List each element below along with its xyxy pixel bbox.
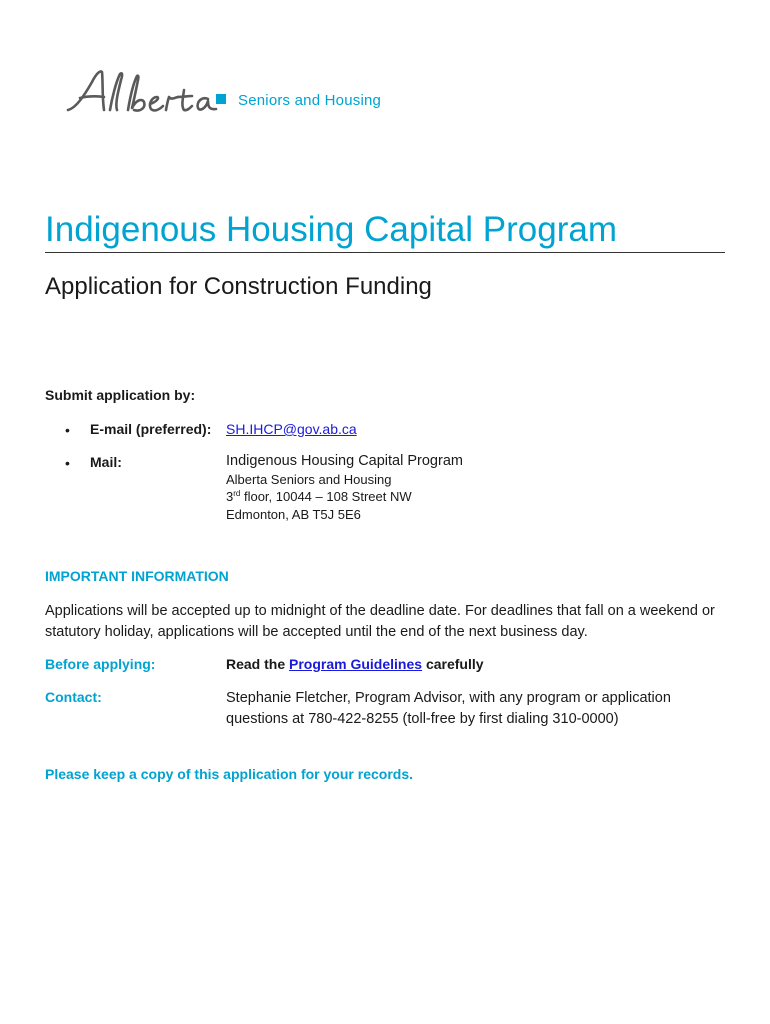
address-line-1: Indigenous Housing Capital Program xyxy=(226,453,463,469)
bullet-icon: • xyxy=(65,455,70,471)
address-line-2: Alberta Seniors and Housing xyxy=(226,472,392,487)
deadline-paragraph: Applications will be accepted up to midnight of the deadline date. For deadlines that fall on a weekend or statutory holiday, applications will be accepted until the end of the next business day. xyxy=(45,603,715,640)
email-label: E-mail (preferred): xyxy=(90,421,212,437)
alberta-logo xyxy=(66,66,406,122)
page-subtitle: Application for Construction Funding xyxy=(45,273,432,300)
bullet-icon: • xyxy=(65,422,70,438)
mail-label: Mail: xyxy=(90,454,122,470)
contact-text: Stephanie Fletcher, Program Advisor, with any program or application questions at 780-422-8255 (toll-free by first dialing 310-0000) xyxy=(226,690,671,727)
program-guidelines-link[interactable]: Program Guidelines xyxy=(289,656,423,672)
address-floor-suffix: rd xyxy=(233,489,241,498)
before-suffix: carefully xyxy=(422,656,484,672)
contact-label: Contact: xyxy=(45,689,102,705)
email-link[interactable]: SH.IHCP@gov.ab.ca xyxy=(226,421,357,437)
before-prefix: Read the xyxy=(226,656,290,672)
title-divider xyxy=(45,252,725,253)
logo-subtitle: Seniors and Housing xyxy=(238,92,382,109)
address-line-4: Edmonton, AB T5J 5E6 xyxy=(226,507,361,522)
before-applying-label: Before applying: xyxy=(45,656,156,672)
alberta-wordmark-icon xyxy=(66,66,236,122)
address-line-3 xyxy=(226,489,412,504)
submit-heading: Submit application by: xyxy=(45,387,196,403)
page-title: Indigenous Housing Capital Program xyxy=(45,210,617,249)
important-heading: IMPORTANT INFORMATION xyxy=(45,568,229,584)
address-floor-number: 3 xyxy=(226,489,234,504)
before-applying-text xyxy=(226,656,484,672)
keep-copy-note: Please keep a copy of this application for your records. xyxy=(45,766,413,782)
address-street: floor, 10044 – 108 Street NW xyxy=(240,489,412,504)
